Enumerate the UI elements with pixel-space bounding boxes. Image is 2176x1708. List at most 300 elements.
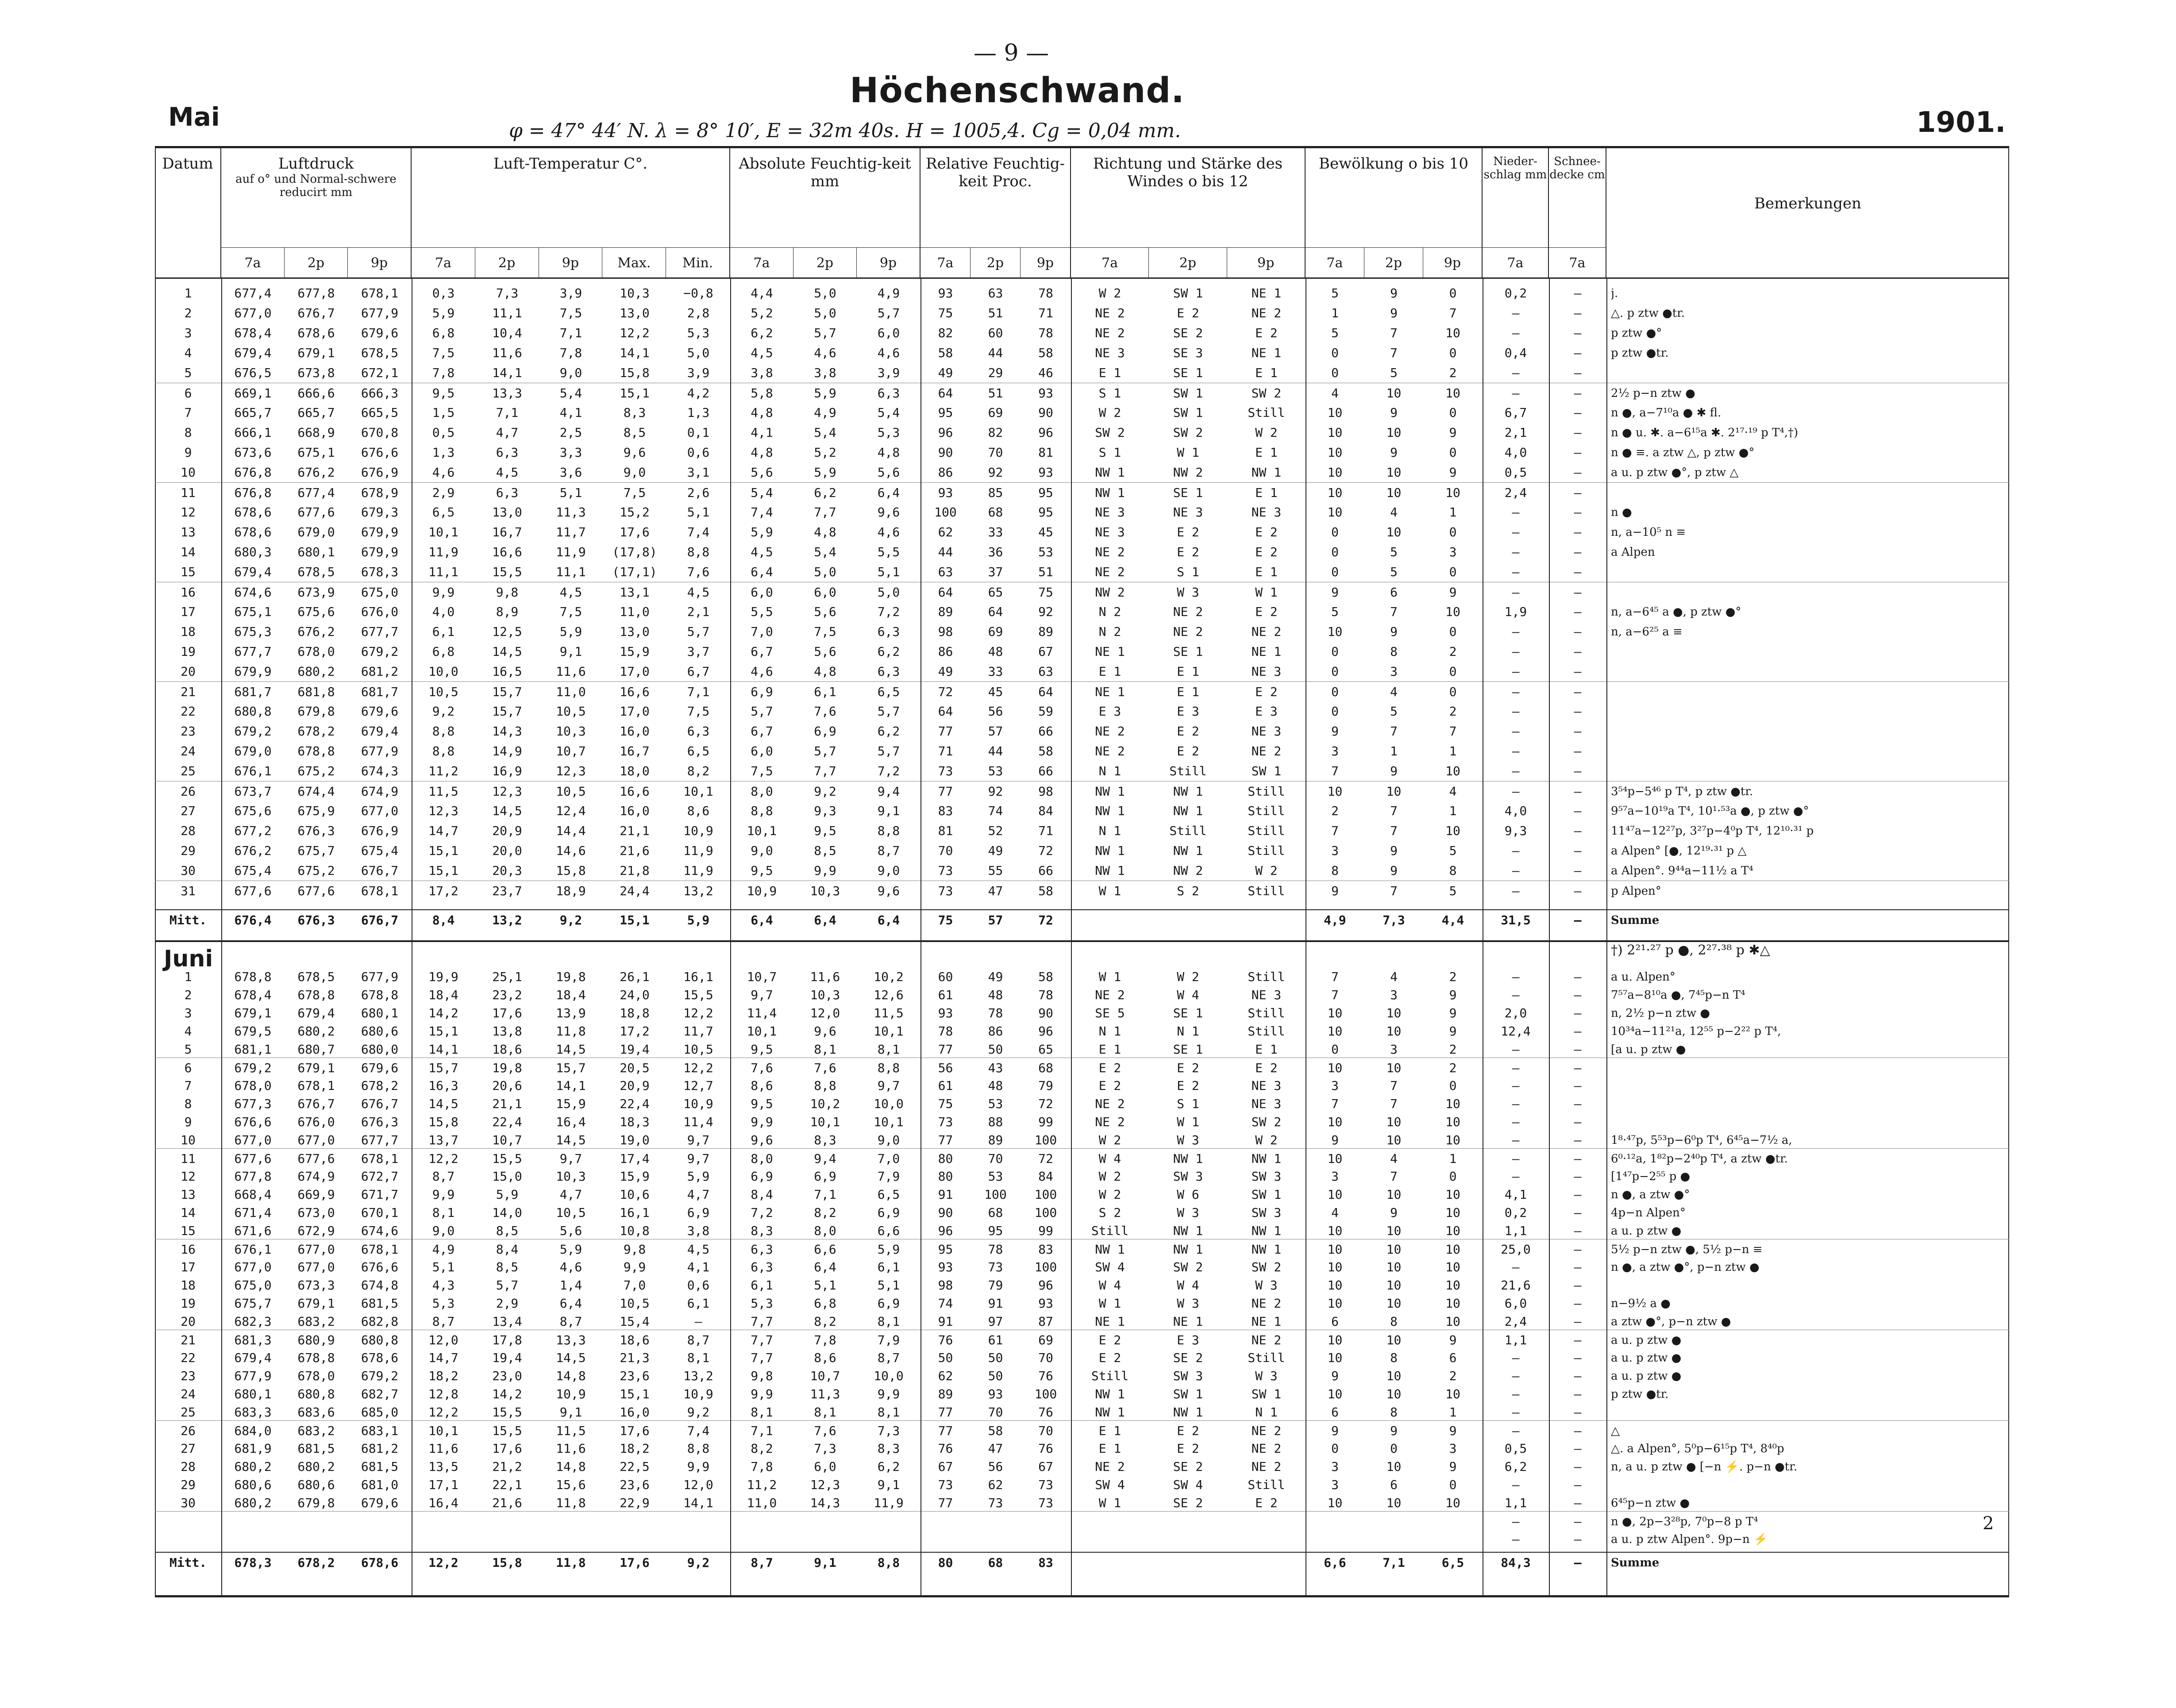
cell-w0: SW 4 [1095, 1477, 1125, 1492]
cell-af0: 7,5 [751, 764, 773, 778]
cell-b2: 0 [1449, 286, 1457, 300]
cell-rf1: 62 [988, 1477, 1003, 1492]
cell-p2: 675,4 [361, 843, 399, 858]
cell-w2: E 2 [1255, 545, 1278, 559]
cell-w0: N 2 [1098, 624, 1121, 639]
cell-n: — [1512, 784, 1520, 799]
cell-w1: S 2 [1177, 884, 1199, 898]
cell-t1: 10,4 [492, 326, 522, 340]
abs-feucht-subcols [730, 247, 920, 279]
table-row [155, 881, 2009, 901]
cell-w1: W 3 [1177, 1205, 1199, 1220]
cell-t3: 16,6 [620, 784, 650, 799]
cell-af0: 7,0 [751, 624, 773, 639]
cell-b2: 5 [1449, 843, 1457, 858]
cell-b0: 0 [1331, 346, 1339, 360]
cell-t2: 11,8 [556, 1555, 586, 1570]
cell-p2: 677,9 [361, 969, 399, 984]
table-row [155, 741, 2009, 762]
cell-b2: 7 [1449, 306, 1457, 320]
cell-rf1: 78 [988, 1006, 1003, 1020]
cell-rf1: 91 [988, 1296, 1003, 1311]
cell-t0: 10,5 [428, 685, 458, 699]
cell-rf2: 90 [1038, 1006, 1053, 1020]
cell-rf1: 95 [988, 1223, 1003, 1238]
cell-af2: 10,1 [874, 1115, 904, 1129]
cell-p1: 677,6 [297, 1151, 335, 1166]
cell-t4: 16,1 [683, 969, 713, 984]
cell-af1: 12,0 [810, 1006, 840, 1020]
cell-t2: 15,7 [556, 1061, 586, 1075]
cell-w0: W 2 [1098, 286, 1121, 300]
cell-af1: 6,0 [814, 1459, 836, 1474]
cell-p1: 677,6 [297, 505, 335, 519]
cell-w2: E 3 [1255, 704, 1278, 719]
cell-p0: 676,5 [234, 365, 272, 380]
cell-t0: 8,4 [432, 913, 455, 927]
col-head-bemerkungen [1606, 146, 2009, 279]
cell-rf2: 72 [1038, 1096, 1053, 1111]
cell-b2: 3 [1449, 545, 1457, 559]
cell-rf2: 89 [1038, 624, 1053, 639]
cell-p2: 666,3 [361, 386, 399, 400]
cell-s: — [1574, 884, 1582, 898]
station-coordinates: φ = 47° 44′ N. λ = 8° 10′, E = 32m 40s. H = 1005,4. Cg = 0,04 mm. [509, 119, 1181, 142]
cell-w2: NE 3 [1251, 664, 1282, 679]
cell-t0: 15,1 [428, 843, 458, 858]
cell-rf2: 100 [1034, 1260, 1057, 1274]
cell-b1: 10 [1386, 1387, 1402, 1401]
cell-t4: 6,5 [687, 744, 710, 758]
table-row [155, 363, 2009, 383]
cell-rf2: 71 [1038, 306, 1053, 320]
cell-t0: 12,3 [428, 804, 458, 818]
cell-s: — [1574, 1369, 1582, 1383]
cell-rf2: 83 [1038, 1242, 1053, 1257]
cell-w0: W 1 [1098, 884, 1121, 898]
cell-rf2: 72 [1038, 913, 1053, 927]
cell-af0: 6,9 [751, 1169, 773, 1184]
cell-rf1: 85 [988, 485, 1003, 500]
cell-b1: 4 [1390, 969, 1398, 984]
cell-p1: 678,6 [297, 326, 335, 340]
cell-t2: 19,8 [556, 969, 586, 984]
head-w7: 7a [1071, 248, 1149, 279]
cell-rf0: 77 [938, 1042, 953, 1057]
cell-p1: 680,2 [297, 1459, 335, 1474]
cell-rf1: 43 [988, 1061, 1003, 1075]
cell-p2: 680,8 [361, 1333, 399, 1347]
cell-w1: SW 1 [1173, 405, 1203, 420]
cell-r: 6⁰·¹²a, 1⁸²p−2⁴⁰p T⁴, a ztw ●tr. [1611, 1152, 1788, 1166]
cell-b0: 10 [1327, 1115, 1343, 1129]
cell-p1: 678,8 [297, 1350, 335, 1365]
cell-p0: 677,7 [234, 644, 272, 659]
cell-b0: 3 [1331, 843, 1339, 858]
cell-w1: W 3 [1177, 585, 1199, 600]
cell-b0: 4 [1331, 1205, 1339, 1220]
cell-w0: E 2 [1098, 1350, 1121, 1365]
cell-rf0: 60 [938, 969, 953, 984]
cell-s: — [1574, 863, 1582, 878]
cell-rf2: 69 [1038, 1333, 1053, 1347]
cell-p1: 683,2 [297, 1423, 335, 1438]
cell-p2: 679,6 [361, 1496, 399, 1510]
col-head-bewoelkung [1306, 146, 1483, 279]
cell-b2: 2 [1449, 365, 1457, 380]
cell-af1: 6,4 [814, 913, 836, 927]
cell-w1: Still [1169, 823, 1207, 838]
cell-n: — [1512, 764, 1520, 778]
head-w9: 9p [1257, 255, 1275, 271]
cell-b1: 7,3 [1383, 913, 1405, 927]
cell-af1: 5,6 [814, 644, 836, 659]
cell-t2: 12,4 [556, 804, 586, 818]
cell-t2: 9,7 [559, 1151, 582, 1166]
cell-p0: 676,6 [234, 1115, 272, 1129]
cell-p2: 682,7 [361, 1387, 399, 1401]
cell-t1: 8,9 [496, 604, 519, 619]
cell-af0: 4,8 [751, 445, 773, 460]
cell-b2: 1 [1449, 1405, 1457, 1419]
cell-p1: 681,8 [297, 685, 335, 699]
cell-r: a u. p ztw ● [1611, 1369, 1682, 1383]
year-label: 1901. [1916, 106, 2006, 139]
cell-p2: 681,0 [361, 1477, 399, 1492]
cell-b2: 10 [1445, 1387, 1460, 1401]
cell-t0: 14,7 [428, 823, 458, 838]
cell-t0: 15,8 [428, 1115, 458, 1129]
cell-rf2: 84 [1038, 804, 1053, 818]
cell-t3: 15,9 [620, 1169, 650, 1184]
head-af2: 2p [793, 248, 857, 279]
cell-w2: NE 2 [1251, 1333, 1282, 1347]
table-row [155, 1130, 2009, 1150]
cell-af1: 8,0 [814, 1223, 836, 1238]
cell-t2: 9,0 [559, 365, 582, 380]
cell-rf0: 93 [938, 1006, 953, 1020]
cell-n: — [1512, 306, 1520, 320]
cell-b2: 7 [1449, 724, 1457, 739]
cell-n: — [1512, 1532, 1520, 1546]
cell-b2: 0 [1449, 405, 1457, 420]
cell-p1: 678,5 [297, 969, 335, 984]
cell-rf2: 67 [1038, 1459, 1053, 1474]
cell-s: — [1574, 1133, 1582, 1147]
cell-af0: 4,5 [751, 545, 773, 559]
cell-b0: 10 [1327, 1061, 1343, 1075]
cell-s: — [1574, 1333, 1582, 1347]
cell-n: — [1512, 704, 1520, 719]
cell-w0: NW 1 [1095, 804, 1125, 818]
cell-t3: 11,0 [620, 604, 650, 619]
cell-t1: 20,6 [492, 1078, 522, 1093]
cell-rf1: 70 [988, 445, 1003, 460]
cell-af2: 12,6 [874, 988, 904, 1002]
cell-p2: 678,8 [361, 988, 399, 1002]
cell-rf0: 90 [938, 1205, 953, 1220]
cell-rf2: 51 [1038, 565, 1053, 579]
cell-w1: E 2 [1177, 1061, 1199, 1075]
table-row [155, 1384, 2009, 1404]
cell-af2: 4,8 [877, 445, 900, 460]
cell-b2: 1 [1449, 505, 1457, 519]
cell-t2: 14,8 [556, 1459, 586, 1474]
cell-af2: 6,9 [877, 1205, 900, 1220]
cell-af2: 7,2 [877, 604, 900, 619]
cell-rf2: 58 [1038, 346, 1053, 360]
cell-t4: −0,8 [683, 286, 713, 300]
cell-p2: 680,6 [361, 1024, 399, 1039]
cell-p1: 675,9 [297, 804, 335, 818]
cell-rf1: 57 [988, 724, 1003, 739]
cell-t0: 13,5 [428, 1459, 458, 1474]
cell-b2: 10 [1445, 1133, 1460, 1147]
cell-n: — [1512, 884, 1520, 898]
cell-b2: 6,5 [1441, 1555, 1464, 1570]
cell-t3: 15,9 [620, 644, 650, 659]
cell-t0: 12,2 [428, 1405, 458, 1419]
cell-rf2: 58 [1038, 744, 1053, 758]
cell-w2: NE 1 [1251, 644, 1282, 659]
cell-n: — [1512, 565, 1520, 579]
cell-n: — [1512, 1350, 1520, 1365]
cell-t2: 5,9 [559, 1242, 582, 1257]
cell-n: — [1512, 1169, 1520, 1184]
cell-t0: 0,3 [432, 286, 455, 300]
cell-rf0: 64 [938, 386, 953, 400]
cell-p1: 677,0 [297, 1260, 335, 1274]
cell-w1: NE 2 [1173, 604, 1203, 619]
cell-b1: 9 [1390, 863, 1398, 878]
cell-af1: 6,9 [814, 724, 836, 739]
cell-w0: NE 2 [1095, 545, 1125, 559]
cell-rf0: 81 [938, 823, 953, 838]
cell-n: 1,1 [1504, 1496, 1527, 1510]
cell-af0: 4,4 [751, 286, 773, 300]
cell-s: — [1574, 1296, 1582, 1311]
cell-d: 24 [181, 744, 196, 758]
cell-rf2: 66 [1038, 863, 1053, 878]
cell-rf0: 77 [938, 1496, 953, 1510]
cell-rf0: 76 [938, 1333, 953, 1347]
cell-p2: 680,0 [361, 1042, 399, 1057]
cell-p2: 677,9 [361, 306, 399, 320]
cell-w0: NW 1 [1095, 843, 1125, 858]
month-label-may: Mai [168, 102, 220, 132]
cell-t1: 13,3 [492, 386, 522, 400]
cell-p2: 681,5 [361, 1296, 399, 1311]
cell-d: 12 [181, 1169, 196, 1184]
cell-af1: 5,4 [814, 425, 836, 440]
cell-p1: 668,9 [297, 425, 335, 440]
cell-t3: 15,2 [620, 505, 650, 519]
cell-t3: 18,0 [620, 764, 650, 778]
cell-d: 27 [181, 804, 196, 818]
cell-t2: 14,1 [556, 1078, 586, 1093]
bewoelkung-subcols [1306, 247, 1482, 279]
cell-b1: 8 [1390, 1350, 1398, 1365]
cell-d: 13 [181, 525, 196, 539]
cell-t1: 15,5 [492, 565, 522, 579]
cell-p1: 675,2 [297, 764, 335, 778]
cell-t3: 15,1 [620, 1387, 650, 1401]
cell-t0: 16,4 [428, 1496, 458, 1510]
cell-t3: 17,6 [620, 525, 650, 539]
cell-n: 2,1 [1504, 425, 1527, 440]
cell-t3: 16,6 [620, 685, 650, 699]
cell-b2: 2 [1449, 1369, 1457, 1383]
wind-subcols [1071, 247, 1305, 279]
cell-af2: 6,1 [877, 1260, 900, 1274]
cell-t0: 4,9 [432, 1242, 455, 1257]
head-t7: 7a [412, 248, 475, 279]
cell-t0: 12,8 [428, 1387, 458, 1401]
cell-b0: 10 [1327, 1278, 1343, 1293]
cell-r: n ●, a ztw ●°, p−n ztw ● [1611, 1261, 1760, 1274]
cell-w1: SE 2 [1173, 1459, 1203, 1474]
cell-t2: 10,3 [556, 724, 586, 739]
cell-b1: 7 [1390, 1169, 1398, 1184]
cell-t0: 7,8 [432, 365, 455, 380]
table-row [155, 562, 2009, 582]
cell-af0: 3,8 [751, 365, 773, 380]
cell-rf1: 74 [988, 804, 1003, 818]
cell-b2: 2 [1449, 644, 1457, 659]
cell-w1: SW 1 [1173, 1387, 1203, 1401]
cell-p0: 681,3 [234, 1333, 272, 1347]
table-row [155, 522, 2009, 542]
cell-b1: 9 [1390, 405, 1398, 420]
cell-af2: 10,0 [874, 1369, 904, 1383]
cell-t3: 13,0 [620, 306, 650, 320]
cell-w1: E 2 [1177, 744, 1199, 758]
cell-t4: 5,0 [687, 346, 710, 360]
cell-af2: 6,9 [877, 1296, 900, 1311]
cell-t0: 5,1 [432, 1260, 455, 1274]
cell-rf0: 93 [938, 286, 953, 300]
cell-rf0: 67 [938, 1459, 953, 1474]
cell-rf1: 33 [988, 525, 1003, 539]
cell-af2: 11,9 [874, 1496, 904, 1510]
cell-b2: 10 [1445, 1205, 1460, 1220]
cell-p0: 680,1 [234, 1387, 272, 1401]
cell-t3: 24,0 [620, 988, 650, 1002]
cell-b1: 9 [1390, 445, 1398, 460]
cell-w2: Still [1248, 1006, 1285, 1020]
cell-t0: 9,9 [432, 1187, 455, 1202]
cell-af2: 8,7 [877, 1350, 900, 1365]
cell-b0: 3 [1331, 1078, 1339, 1093]
cell-r: n ●, 2p−3²⁸p, 7⁰p−8 p T⁴ [1611, 1515, 1758, 1528]
cell-rf0: 58 [938, 346, 953, 360]
cell-t0: 14,5 [428, 1096, 458, 1111]
cell-rf1: 44 [988, 346, 1003, 360]
table-row [155, 303, 2009, 323]
cell-d: 27 [181, 1441, 196, 1456]
cell-s: — [1574, 525, 1582, 539]
cell-rf2: 65 [1038, 1042, 1053, 1057]
cell-rf0: 77 [938, 784, 953, 799]
cell-w2: Still [1248, 784, 1285, 799]
luftdruck-subcols [221, 247, 411, 279]
cell-p2: 676,7 [361, 913, 399, 927]
cell-rf1: 52 [988, 823, 1003, 838]
cell-t2: 4,5 [559, 585, 582, 600]
cell-p1: 666,6 [297, 386, 335, 400]
table-row [155, 701, 2009, 722]
cell-t2: 5,6 [559, 1223, 582, 1238]
cell-w0: E 1 [1098, 1441, 1121, 1456]
cell-af2: 3,9 [877, 365, 900, 380]
cell-b0: 0 [1331, 545, 1339, 559]
cell-b2: 0 [1449, 565, 1457, 579]
cell-t4: 8,1 [687, 1350, 710, 1365]
table-row [155, 462, 2009, 483]
cell-w0: N 1 [1098, 764, 1121, 778]
cell-w2: NE 3 [1251, 724, 1282, 739]
cell-b2: 0 [1449, 664, 1457, 679]
cell-af0: 7,1 [751, 1423, 773, 1438]
cell-r: Summe [1611, 1556, 1660, 1570]
cell-rf0: 71 [938, 744, 953, 758]
cell-s: — [1574, 784, 1582, 799]
cell-af2: 8,3 [877, 1441, 900, 1456]
cell-t1: 25,1 [492, 969, 522, 984]
cell-b2: 10 [1445, 1496, 1460, 1510]
cell-w0: W 2 [1098, 1169, 1121, 1184]
cell-t4: — [694, 1314, 702, 1329]
cell-af0: 9,0 [751, 843, 773, 858]
cell-b2: 9 [1449, 1423, 1457, 1438]
cell-af0: 9,6 [751, 1133, 773, 1147]
cell-rf2: 76 [1038, 1369, 1053, 1383]
cell-t4: 9,2 [687, 1555, 710, 1570]
cell-p2: 682,8 [361, 1314, 399, 1329]
cell-n: — [1512, 1477, 1520, 1492]
temperatur-subcols [412, 247, 729, 279]
cell-w0: N 1 [1098, 823, 1121, 838]
cell-af1: 5,4 [814, 545, 836, 559]
cell-rf1: 93 [988, 1387, 1003, 1401]
cell-n: 4,0 [1504, 445, 1527, 460]
cell-p2: 665,5 [361, 405, 399, 420]
cell-af2: 5,7 [877, 704, 900, 719]
cell-n: — [1512, 644, 1520, 659]
cell-b1: 10 [1386, 1333, 1402, 1347]
cell-t2: 15,8 [556, 863, 586, 878]
cell-t4: 0,6 [687, 445, 710, 460]
cell-w0: E 1 [1098, 1423, 1121, 1438]
cell-t3: 16,0 [620, 724, 650, 739]
cell-n: 6,2 [1504, 1459, 1527, 1474]
cell-t1: 4,5 [496, 465, 519, 480]
cell-p2: 683,1 [361, 1423, 399, 1438]
cell-d: 17 [181, 1260, 196, 1274]
cell-n: — [1512, 624, 1520, 639]
cell-af0: 7,4 [751, 505, 773, 519]
cell-p1: 679,0 [297, 525, 335, 539]
cell-p0: 675,6 [234, 804, 272, 818]
cell-t3: 18,2 [620, 1441, 650, 1456]
cell-af2: 6,2 [877, 724, 900, 739]
cell-w1: E 2 [1177, 1078, 1199, 1093]
cell-w0: SW 4 [1095, 1260, 1125, 1274]
cell-p2: 681,5 [361, 1459, 399, 1474]
cell-b0: 10 [1327, 1151, 1343, 1166]
cell-p2: 670,1 [361, 1205, 399, 1220]
table-row [155, 1221, 2009, 1241]
